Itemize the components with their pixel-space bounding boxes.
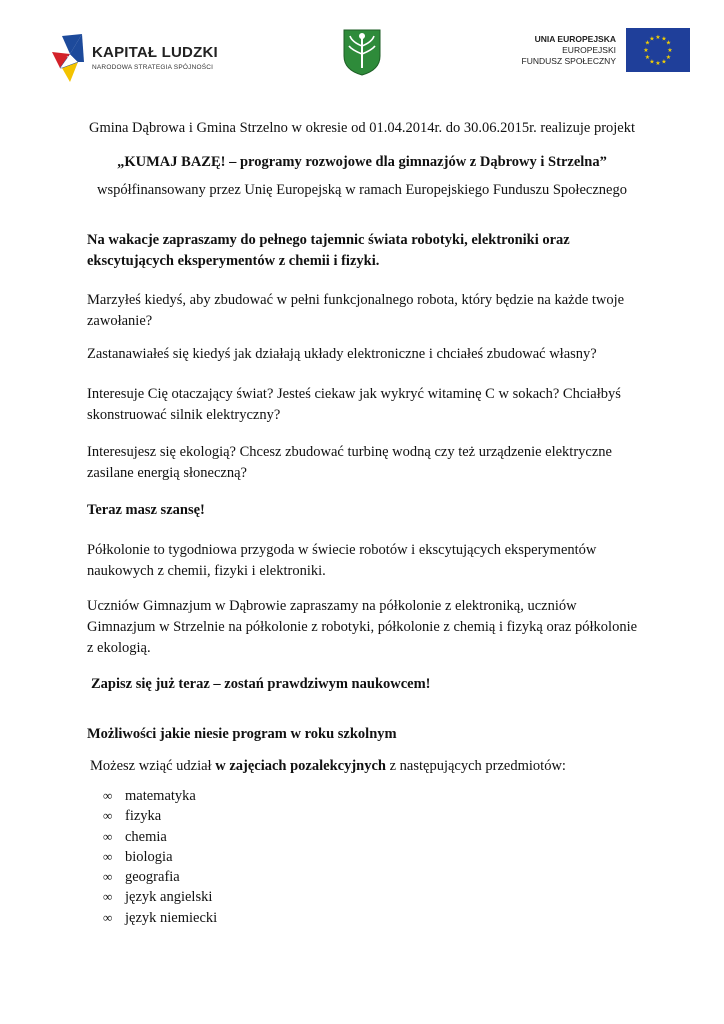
subjects-list (103, 786, 217, 928)
paragraph-4: Interesuje Cię otaczający świat? Jesteś ciekaw jak wykryć witaminę C w sokach? Chciałbyś skonstruować silnik elektryczny? (87, 386, 621, 423)
svg-text:★: ★ (644, 55, 651, 61)
kapital-ludzki-logo (48, 32, 218, 84)
list-item (103, 786, 217, 806)
svg-text:★: ★ (649, 36, 655, 43)
paragraph-2: Marzyłeś kiedyś, aby zbudować w pełni funkcjonalnego robota, który będzie na każde twoje zawołanie? (87, 292, 625, 329)
infinity-bullet-icon: ∞ (103, 869, 113, 885)
kapital-ludzki-emblem-icon (48, 32, 88, 84)
section-heading: Możliwości jakie niesie program w roku szkolnym (87, 726, 397, 742)
paragraph-3: Zastanawiałeś się kiedyś jak działają układy elektroniczne i chciałeś zbudować własny? (87, 346, 597, 362)
logo-left-title: KAPITAŁ LUDZKI (92, 44, 218, 61)
eu-text-block (512, 34, 616, 67)
logo-left-subtitle: NARODOWA STRATEGIA SPÓJNOŚCI (92, 64, 214, 71)
svg-text:★: ★ (66, 53, 74, 62)
svg-text:★: ★ (644, 40, 651, 47)
subject-label: fizyka (125, 808, 162, 825)
svg-text:★: ★ (665, 55, 672, 61)
eu-line-1: UNIA EUROPEJSKA (534, 34, 616, 44)
list-item (103, 827, 217, 847)
svg-text:★: ★ (661, 59, 667, 66)
paragraph-1: Na wakacje zapraszamy do pełnego tajemnic świata robotyki, elektroniki oraz ekscytujących eksperymentów z chemii i fizyki. (87, 232, 570, 269)
svg-text:★: ★ (661, 36, 667, 43)
svg-text:★: ★ (655, 35, 661, 41)
municipal-crest-icon (342, 28, 382, 76)
eu-flag-icon (626, 28, 690, 72)
paragraph-11-post: z następujących przedmiotów: (385, 758, 566, 774)
infinity-bullet-icon: ∞ (103, 889, 113, 905)
infinity-bullet-icon: ∞ (103, 828, 113, 844)
infinity-bullet-icon: ∞ (103, 848, 113, 864)
eu-line-2: EUROPEJSKI (562, 45, 616, 55)
list-item (103, 847, 217, 867)
list-item (103, 867, 217, 887)
svg-text:★: ★ (665, 40, 672, 47)
paragraph-5: Interesujesz się ekologią? Chcesz zbudować turbinę wodną czy też urządzenie elektryczne zasilane energią słoneczną? (87, 444, 612, 481)
list-item (103, 806, 217, 826)
paragraph-11-pre: Możesz wziąć udział (90, 758, 216, 774)
paragraph-7: Półkolonie to tygodniowa przygoda w świecie robotów i ekscytujących eksperymentów naukowych z chemii, fizyki i elektroniki. (87, 542, 597, 579)
intro-line-3: współfinansowany przez Unię Europejską w ramach Europejskiego Funduszu Społecznego (97, 182, 627, 198)
svg-text:★: ★ (655, 61, 661, 67)
list-item (103, 887, 217, 907)
paragraph-11 (90, 756, 650, 777)
subject-label: biologia (125, 848, 173, 865)
infinity-bullet-icon: ∞ (103, 788, 113, 803)
subject-label: język niemiecki (125, 909, 218, 926)
subject-label: chemia (125, 828, 167, 845)
eu-line-3: FUNDUSZ SPOŁECZNY (521, 56, 616, 66)
svg-text:★: ★ (667, 48, 673, 54)
project-title: „KUMAJ BAZĘ! – programy rozwojowe dla gimnazjów z Dąbrowy i Strzelna” (117, 154, 607, 170)
subject-label: język angielski (125, 889, 213, 906)
svg-text:★: ★ (649, 59, 655, 66)
subject-label: geografia (125, 869, 180, 886)
infinity-bullet-icon: ∞ (103, 808, 113, 824)
subject-label: matematyka (125, 788, 196, 804)
paragraph-6: Teraz masz szansę! (87, 502, 205, 518)
svg-text:★: ★ (643, 48, 649, 54)
list-item (103, 908, 217, 928)
paragraph-9: Zapisz się już teraz – zostań prawdziwym naukowcem! (91, 676, 431, 692)
paragraph-8: Uczniów Gimnazjum w Dąbrowie zapraszamy na półkolonie z elektroniką, uczniów Gimnazjum w Strzelnie na półkolonie z robotyki, półkolonie z chemią i fizyką oraz półkolonie z ekologią. (87, 598, 638, 656)
paragraph-11-bold: w zajęciach pozalekcyjnych (215, 758, 386, 774)
infinity-bullet-icon: ∞ (103, 909, 113, 925)
intro-line-1: Gmina Dąbrowa i Gmina Strzelno w okresie od 01.04.2014r. do 30.06.2015r. realizuje projekt (88, 120, 636, 136)
